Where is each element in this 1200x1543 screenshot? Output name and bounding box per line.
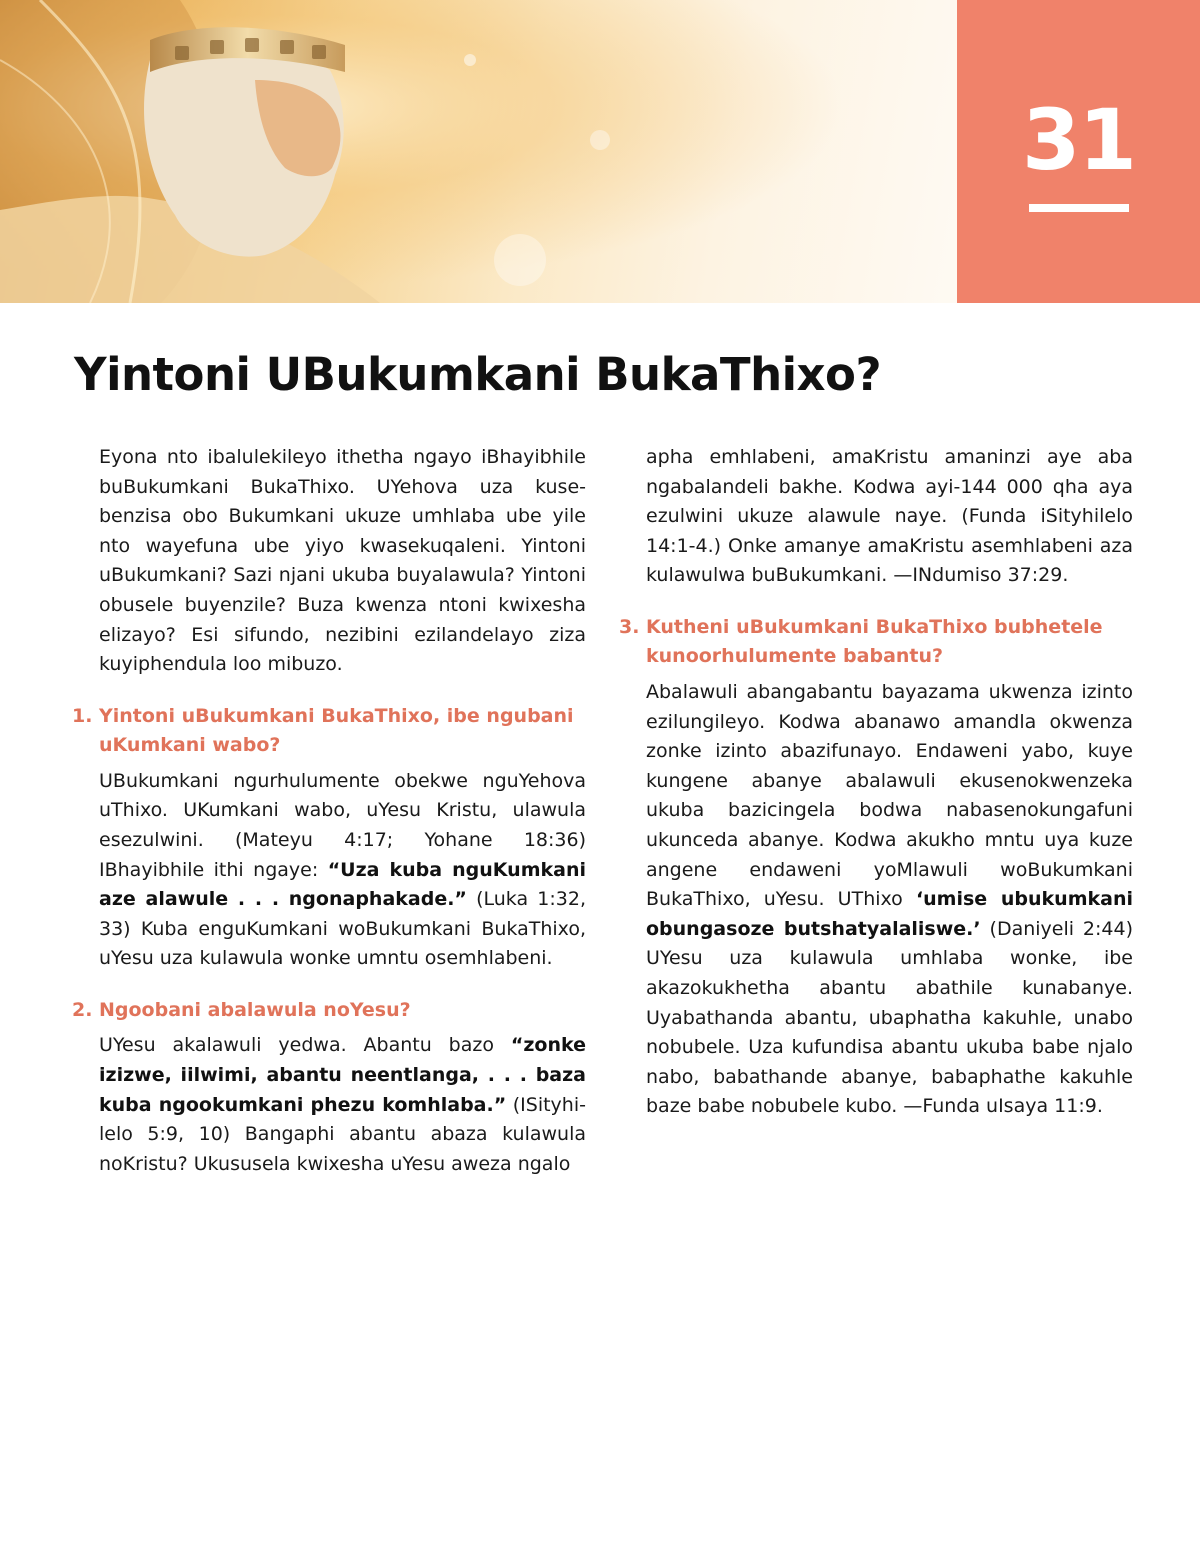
answer-1-quote: “Uza kuba nguKumkani aze alawule . . . ngonaphakade.” xyxy=(99,858,586,911)
question-1-text: Yintoni uBukumkani BukaThixo, ibe ngubani uKumkani wabo? xyxy=(99,704,574,757)
answer-3-text-start: Abalawuli abangabantu bayazama ukwenza izinto ezilungileyo. Kodwa abanawo amandla okwenza zonke izinto abazifunayo. Endaweni yabo, kuye kungene abanye abalawuli ekusenokwenzeka ukuba bazicingela bodwa nabasenokungafuni ukunceda abanye. Kodwa akukho mntu uya kuze angene endaweni yoMlawuli woBukumkani BukaThixo, uYesu. UThixo xyxy=(646,680,1133,911)
king-figure-illustration xyxy=(0,0,957,303)
answer-3-text-end: (Daniyeli 2:44) UYesu uza kulawula umhlaba wonke, ibe akazokukhetha abantu abathile kunabanye. Uyabathanda abantu, ubaphatha kakuhle, unabo nobubele. Uza kufundisa abantu ukuba babe njalo nabo, babathande abanye, babaphathe kakuhle baze babe nobubele kubo. —Funda uIsaya 11:9. xyxy=(646,917,1134,1118)
chapter-badge xyxy=(957,0,1200,303)
answer-1-text-start: UBukumkani ngurhulumente obekwe nguYehova uThixo. UKumkani wabo, uYesu Kristu, ulawula esezulwini. (Mateyu 4:17; Yohane 18:36) IBhayibhile ithi ngaye: xyxy=(99,769,586,881)
answer-2-paragraph xyxy=(72,1031,586,1179)
chapter-underline xyxy=(1029,204,1129,212)
question-1-heading xyxy=(72,702,586,761)
question-2-number: 2. xyxy=(72,998,93,1021)
answer-2-text-end: (ISityhilelo 5:9, 10) Bangaphi abantu abaza kulawula noKristu? Ukususela kwixesha uYesu aweza ngalo xyxy=(99,1093,586,1175)
left-column xyxy=(72,443,586,1179)
chapter-number: 31 xyxy=(1022,91,1135,189)
question-3-heading xyxy=(619,613,1133,672)
header-illustration xyxy=(0,0,957,303)
question-1-number: 1. xyxy=(72,704,93,727)
question-3-number: 3. xyxy=(619,615,640,638)
right-column xyxy=(619,443,1133,1144)
answer-2-continuation: apha emhlabeni, amaKristu amaninzi aye aba ngabalandeli bakhe. Kodwa ayi-144 000 qha aya ezulwini ukuze alawule naye. (Funda iSityhilelo 14:1-4.) Onke amanye amaKristu asemhlabeni aza kulawulwa buBukumkani. —INdumiso 37:29. xyxy=(646,446,1133,587)
question-2-text: Ngoobani abalawula noYesu? xyxy=(99,998,411,1021)
answer-3-quote: ‘umise ubukumkani obungasoze butshatyalaliswe.’ xyxy=(646,888,1133,940)
question-3-text: Kutheni uBukumkani BukaThixo bubhetele kunoorhulumente babantu? xyxy=(646,615,1103,668)
question-2-heading xyxy=(72,996,586,1026)
answer-2-text-start: UYesu akalawuli yedwa. Abantu bazo xyxy=(99,1034,511,1057)
intro-paragraph: Eyona nto ibalulekileyo ithetha ngayo iBhayibhile buBukumkani BukaThixo. UYehova uza kusebenzisa obo Bukumkani ukuze umhlaba ube yile nto wayefuna ube yiyo kwasekuqaleni. Yintoni uBukumkani? Sazi njani ukuba buyalawula? Yintoni obusele buyenzile? Buza kwenza ntoni kwixesha elizayo? Esi sifundo, nezibini ezilandelayo ziza kuyiphendula loo mibuzo. xyxy=(99,446,586,676)
answer-1-paragraph xyxy=(72,767,586,974)
answer-2-quote: “zonke izizwe, iilwimi, abantu neentlanga, . . . baza kuba ngookumkani phezu komhlaba.” xyxy=(99,1034,586,1116)
answer-1-text-end: (Luka 1:32, 33) Kuba enguKumkani woBukumkani BukaThixo, uYesu uza kulawula wonke umntu osemhlabeni. xyxy=(99,888,586,970)
answer-3-paragraph xyxy=(619,678,1133,1122)
page-title: Yintoni UBukumkani BukaThixo? xyxy=(74,348,882,401)
